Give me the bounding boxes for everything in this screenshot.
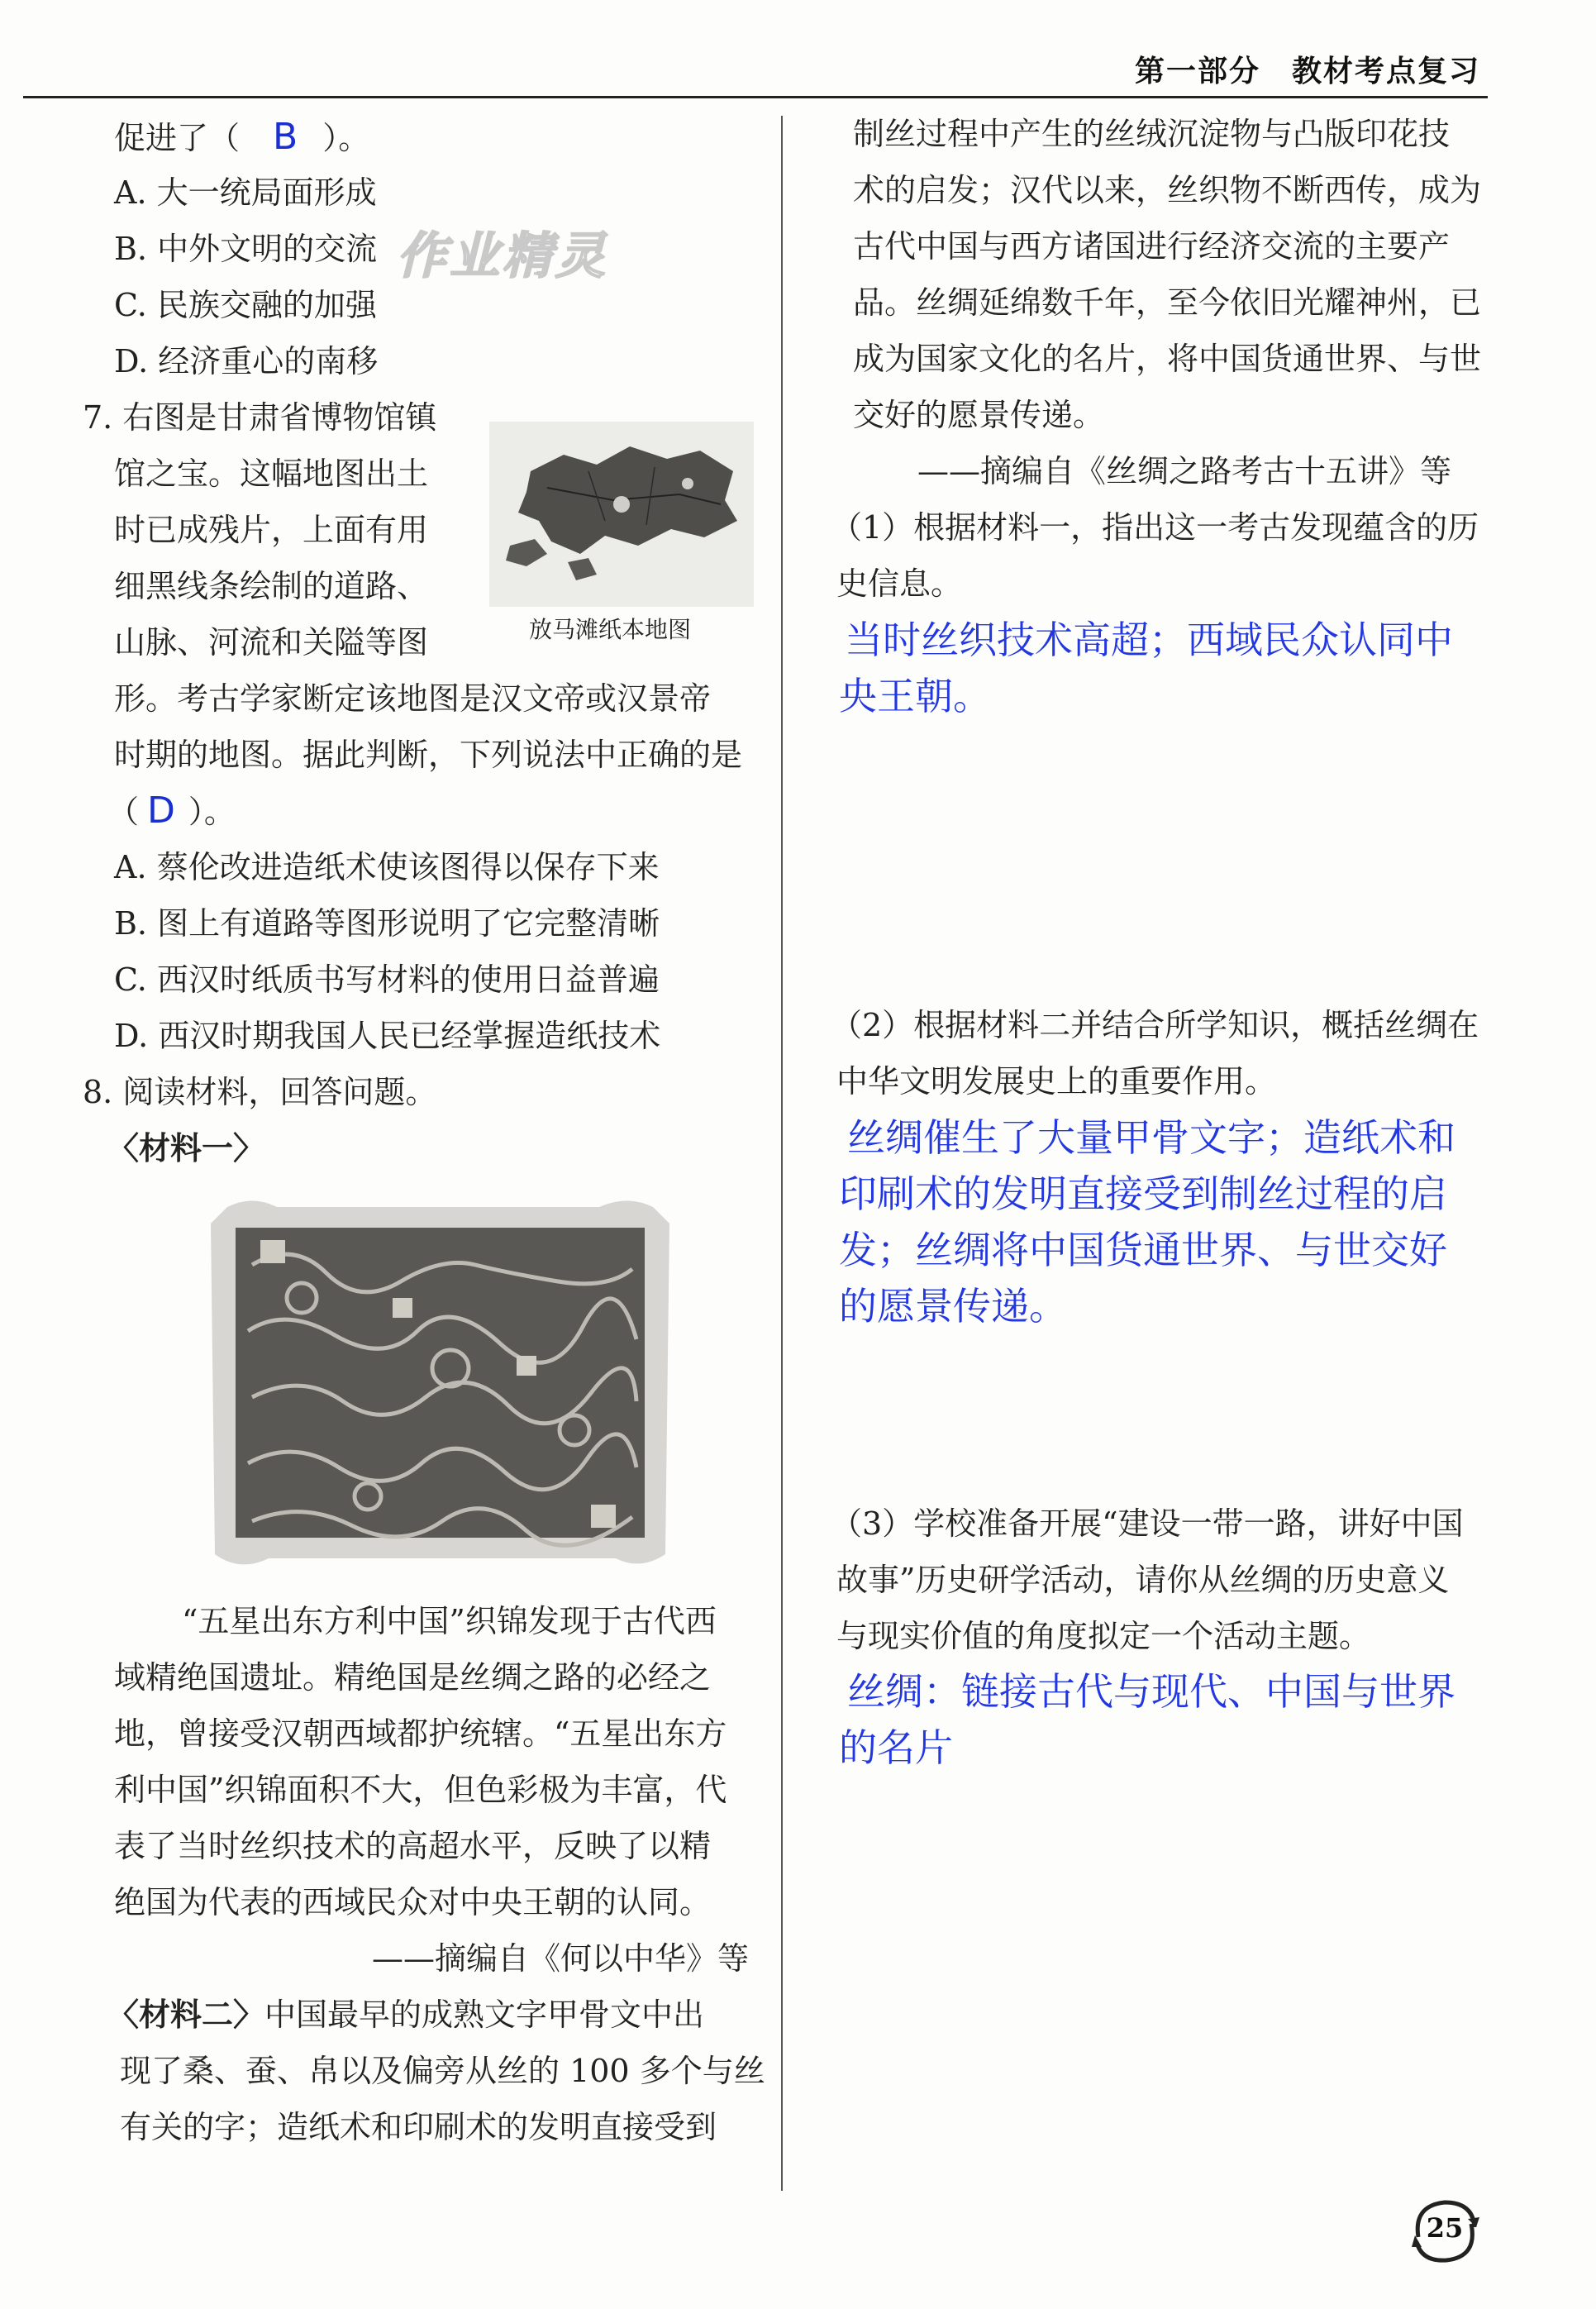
material1-source: ——摘编自《何以中华》等 (372, 1940, 750, 1977)
material1-line-1: “五星出东方利中国”织锦发现于古代西 (182, 1603, 717, 1639)
page-number: 25 (1426, 2212, 1464, 2244)
column-divider (781, 116, 783, 2191)
q8-3-answer-line-1: 丝绸：链接古代与现代、中国与世界 (847, 1669, 1455, 1714)
q8-2-line-1: （2）根据材料二并结合所学知识，概括丝绸在 (831, 1007, 1479, 1043)
material2-cont-line-3: 古代中国与西方诸国进行经济交流的主要产 (853, 228, 1451, 265)
q6-option-d: D. 经济重心的南移 (114, 343, 379, 379)
q6-answer: B (273, 116, 298, 158)
material1-line-6: 绝国为代表的西域民众对中央王朝的认同。 (114, 1884, 712, 1920)
q6-option-c: C. 民族交融的加强 (114, 287, 377, 323)
header-rule (23, 96, 1488, 98)
q7-line-6: 形。考古学家断定该地图是汉文帝或汉景帝 (114, 680, 712, 717)
material1-line-3: 地，曾接受汉朝西域都护统辖。“五星出东方 (114, 1715, 727, 1752)
q7-line-5: 山脉、河流和关隘等图 (114, 624, 429, 661)
q6-option-a: A. 大一统局面形成 (114, 174, 377, 211)
q7-line-7: 时期的地图。据此判断，下列说法中正确的是 (114, 737, 743, 773)
material2-cont-line-1: 制丝过程中产生的丝绒沉淀物与凸版印花技 (853, 116, 1451, 152)
q8-3-line-3: 与现实价值的角度拟定一个活动主题。 (836, 1618, 1371, 1654)
q8-2-line-2: 中华文明发展史上的重要作用。 (836, 1063, 1277, 1100)
material2-cont-line-2: 术的启发；汉代以来，丝织物不断西传，成为 (853, 172, 1482, 208)
q8-2-answer-line-3: 发；丝绸将中国货通世界、与世交好 (839, 1228, 1447, 1272)
q8-1-line-2: 史信息。 (836, 565, 963, 602)
q6-option-b: B. 中外文明的交流 (114, 231, 378, 267)
material1-line-2: 域精绝国遗址。精绝国是丝绸之路的必经之 (114, 1659, 712, 1696)
q8-stem: 8. 阅读材料，回答问题。 (83, 1074, 437, 1110)
q8-3-answer-line-2: 的名片 (839, 1725, 953, 1770)
material2-source: ——摘编自《丝绸之路考古十五讲》等 (917, 453, 1452, 489)
q8-2-answer-line-1: 丝绸催生了大量甲骨文字；造纸术和 (847, 1115, 1455, 1160)
material2-line-3: 有关的字；造纸术和印刷术的发明直接受到 (120, 2109, 717, 2145)
material2-label: 〈材料二〉 (107, 1996, 265, 2033)
q7-option-c: C. 西汉时纸质书写材料的使用日益普遍 (114, 961, 660, 998)
q7-answer: D (147, 790, 175, 832)
q8-1-line-1: （1）根据材料一，指出这一考古发现蕴含的历 (831, 509, 1479, 546)
q7-line-2: 馆之宝。这幅地图出土 (114, 456, 429, 492)
q8-2-answer-line-4: 的愿景传递。 (839, 1284, 1067, 1329)
q8-2-answer-line-2: 印刷术的发明直接受到制丝过程的启 (839, 1171, 1447, 1216)
q6-stem: 促进了（ B ）。 (114, 116, 370, 158)
q7-option-d: D. 西汉时期我国人民已经掌握造纸技术 (114, 1018, 661, 1054)
q7-answer-line: （ D ）。 (107, 790, 236, 832)
section-title: 第一部分 教材考点复习 (1134, 55, 1480, 88)
brocade-image (202, 1190, 678, 1575)
q7-line-3: 时已成残片，上面有用 (114, 512, 429, 548)
material1-line-5: 表了当时丝织技术的高超水平，反映了以精 (114, 1828, 712, 1864)
material2-cont-line-6: 交好的愿景传递。 (853, 397, 1105, 433)
material2-cont-line-4: 品。丝绸延绵数千年，至今依旧光耀神州，已 (853, 284, 1482, 321)
material2-line-2: 现了桑、蚕、帛以及偏旁从丝的 100 多个与丝 (120, 2053, 765, 2089)
material2-first-line: 〈材料二〉中国最早的成熟文字甲骨文中出 (107, 1996, 705, 2033)
q7-option-b: B. 图上有道路等图形说明了它完整清晰 (114, 905, 660, 942)
map-fragment-image (489, 422, 754, 607)
material1-line-4: 利中国”织锦面积不大，但色彩极为丰富，代 (114, 1772, 727, 1808)
q8-1-answer-line-2: 央王朝。 (839, 674, 991, 718)
q7-option-a: A. 蔡伦改进造纸术使该图得以保存下来 (114, 849, 660, 885)
watermark: 作业精灵 (397, 227, 608, 285)
map-caption: 放马滩纸本地图 (529, 616, 692, 643)
material2-cont-line-5: 成为国家文化的名片，将中国货通世界、与世 (853, 341, 1482, 377)
q7-line-1: 7. 右图是甘肃省博物馆镇 (83, 399, 437, 436)
q8-1-answer-line-1: 当时丝织技术高超；西域民众认同中 (845, 618, 1453, 662)
page-number-badge (1403, 2189, 1486, 2272)
map-fragment-graphic (489, 422, 754, 607)
brocade-graphic (202, 1190, 678, 1575)
q8-3-line-2: 故事”历史研学活动，请你从丝绸的历史意义 (836, 1562, 1450, 1598)
material1-label: 〈材料一〉 (107, 1129, 265, 1166)
q7-line-4: 细黑线条绘制的道路、 (114, 568, 429, 604)
q8-3-line-1: （3）学校准备开展“建设一带一路，讲好中国 (831, 1505, 1464, 1542)
